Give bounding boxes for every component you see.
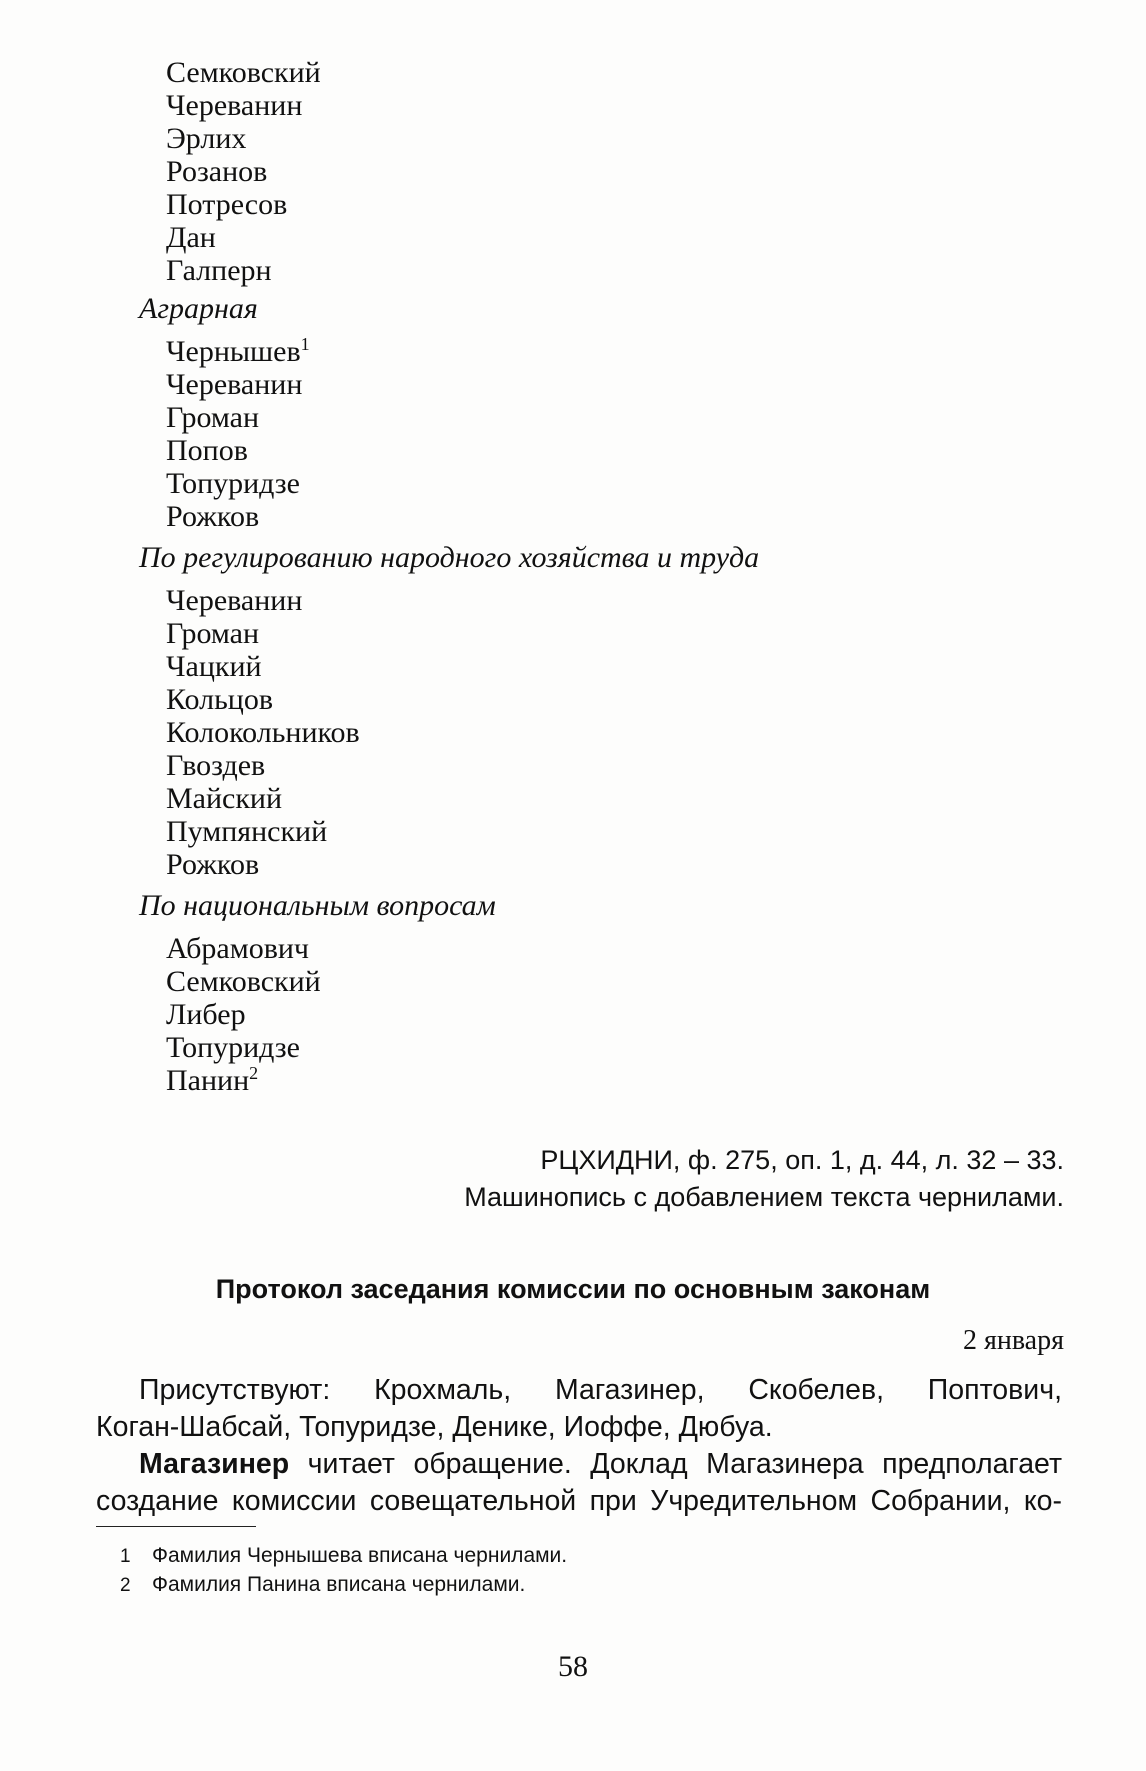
member-entry	[166, 1064, 1095, 1097]
member-entry	[166, 401, 1095, 434]
member-entry	[166, 932, 1095, 965]
member-name: Громан	[166, 617, 260, 650]
member-entry	[166, 716, 1095, 749]
commission-member-list	[135, 932, 1095, 1097]
footnote-divider	[96, 1526, 256, 1527]
page-number: 58	[558, 1650, 588, 1683]
report-paragraph	[96, 1446, 1062, 1520]
footnote-number: 2	[120, 1575, 131, 1596]
member-name: Семковский	[166, 965, 321, 998]
member-name: Топуридзе	[166, 1031, 300, 1064]
protocol-body	[96, 1372, 1062, 1520]
member-name: Кольцов	[166, 683, 273, 716]
member-entry	[166, 617, 1095, 650]
protocol-date: 2 января	[962, 1325, 1064, 1356]
member-entry	[166, 434, 1095, 467]
member-entry	[166, 500, 1095, 533]
archive-source	[464, 1142, 1064, 1216]
attendees-line-2: Коган-Шабсай, Топуридзе, Денике, Иоффе, Дюбуа.	[96, 1411, 773, 1443]
member-name: Потресов	[166, 188, 288, 221]
commission-lists	[135, 56, 1095, 1097]
member-name: Топуридзе	[166, 467, 300, 500]
member-name: Громан	[166, 401, 260, 434]
member-name: Череванин	[166, 584, 303, 617]
member-entry	[166, 584, 1095, 617]
member-entry	[166, 335, 1095, 368]
member-list-continued	[135, 56, 1095, 287]
footnote-marker: 1	[300, 334, 310, 354]
member-name: Рожков	[166, 848, 260, 881]
footnote-marker: 2	[249, 1063, 259, 1083]
member-name: Чацкий	[166, 650, 262, 683]
commission-sections	[135, 292, 1095, 1097]
commission-section-title: По национальным вопросам	[139, 889, 496, 922]
footnotes	[120, 1542, 567, 1600]
member-entry	[166, 683, 1095, 716]
report-line-2: создание комиссии совещательной при Учредительном Собрании, ко-	[96, 1485, 1062, 1517]
attendees-paragraph	[96, 1372, 1062, 1446]
member-entry	[166, 1031, 1095, 1064]
footnote-text: Фамилия Чернышева вписана чернилами.	[152, 1544, 568, 1567]
member-name: Дан	[166, 221, 216, 254]
member-entry	[166, 965, 1095, 998]
member-name: Рожков	[166, 500, 260, 533]
member-name: Колокольников	[166, 716, 360, 749]
member-entry	[166, 848, 1095, 881]
member-entry	[166, 368, 1095, 401]
commission-section-title: По регулированию народного хозяйства и труда	[139, 541, 760, 574]
member-name: Попов	[166, 434, 248, 467]
protocol-title: Протокол заседания комиссии по основным законам	[215, 1274, 931, 1304]
attendees-line-1: Присутствуют: Крохмаль, Магазинер, Скобелев, Поптович,	[139, 1374, 1062, 1406]
footnote	[120, 1542, 567, 1571]
member-name: Гвоздев	[166, 749, 266, 782]
member-name: Череванин	[166, 89, 303, 122]
member-name: Майский	[166, 782, 283, 815]
member-entry	[166, 650, 1095, 683]
member-name: Семковский	[166, 56, 321, 89]
member-entry	[166, 998, 1095, 1031]
member-name: Череванин	[166, 368, 303, 401]
member-name: Абрамович	[166, 932, 310, 965]
footnote-number: 1	[120, 1546, 131, 1567]
member-name: Эрлих	[166, 122, 247, 155]
report-line-1-text: читает обращение. Доклад Магазинера предполагает	[289, 1448, 1062, 1480]
member-name: Розанов	[166, 155, 268, 188]
member-entry	[166, 467, 1095, 500]
footnote	[120, 1571, 567, 1600]
commission-member-list	[135, 335, 1095, 533]
footnote-text: Фамилия Панина вписана чернилами.	[152, 1573, 526, 1596]
member-name: Либер	[166, 998, 246, 1031]
member-entry	[166, 749, 1095, 782]
member-name: Галперн	[166, 254, 272, 287]
member-name: Панин	[166, 1064, 250, 1097]
member-entry	[166, 815, 1095, 848]
archive-note: Машинопись с добавлением текста чернилами.	[464, 1182, 1064, 1212]
commission-member-list	[135, 584, 1095, 881]
archive-reference: РЦХИДНИ, ф. 275, оп. 1, д. 44, л. 32 – 33.	[540, 1145, 1064, 1175]
member-name: Пумпянский	[166, 815, 328, 848]
speaker-name: Магазинер	[139, 1448, 290, 1480]
report-line-1	[96, 1446, 1062, 1483]
commission-section-title: Аграрная	[139, 292, 258, 325]
member-name: Чернышев	[166, 335, 301, 368]
member-entry	[166, 782, 1095, 815]
